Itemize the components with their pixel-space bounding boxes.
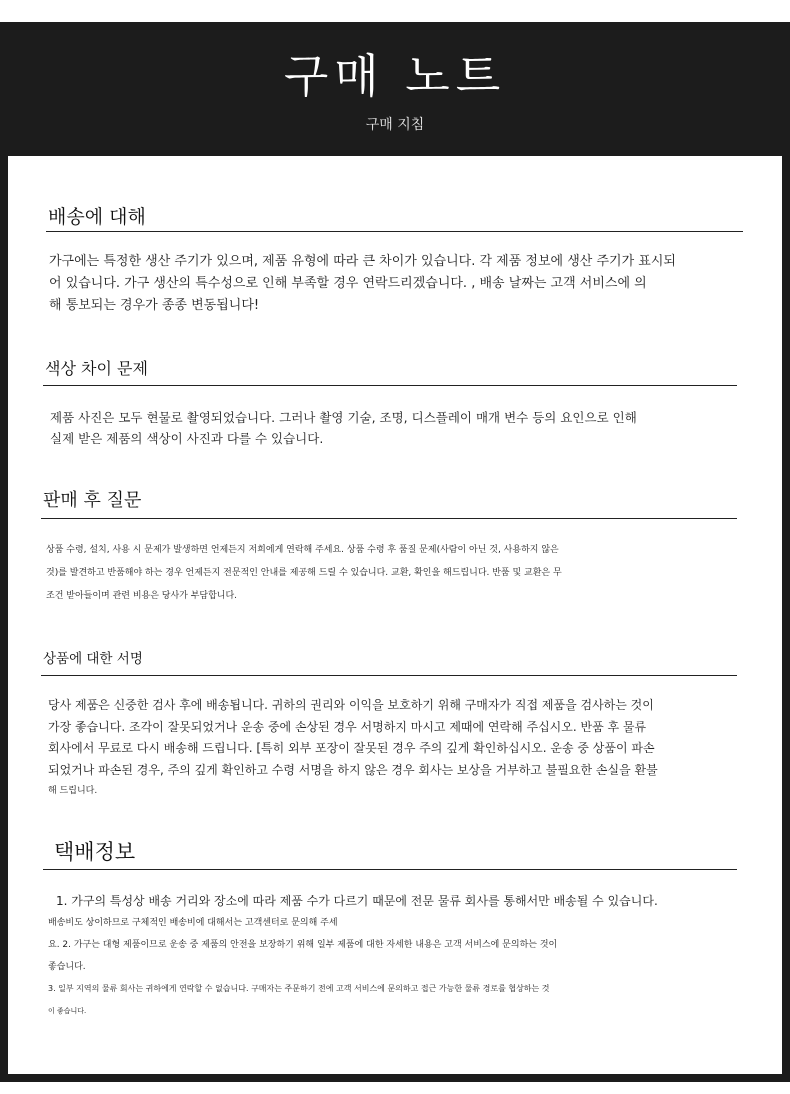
section-body	[50, 407, 637, 449]
body-line: 가장 좋습니다. 조각이 잘못되었거나 운송 중에 손상된 경우 서명하지 마시고 제때에 연락해 주십시오. 반품 후 물류	[48, 719, 647, 734]
body-line: 요. 2. 가구는 대형 제품이므로 운송 중 제품의 안전을 보장하기 위해 일부 제품에 대한 자세한 내용은 고객 서비스에 문의하는 것이	[48, 940, 558, 950]
body-line: 회사에서 무료로 다시 배송해 드립니다. [특히 외부 포장이 잘못된 경우 주의 깊게 확인하십시오. 운송 중 상품이 파손	[48, 741, 655, 755]
body-line: 조건 받아들이며 관련 비용은 당사가 부담합니다.	[46, 591, 238, 601]
body-line: 어 있습니다. 가구 생산의 특수성으로 인해 부족할 경우 연락드리겠습니다. , 배송 날짜는 고객 서비스에 의	[49, 276, 647, 291]
body-line: 해 드립니다.	[48, 786, 98, 796]
page-header	[0, 22, 790, 156]
body-line: 실제 받은 제품의 색상이 사진과 다를 수 있습니다.	[50, 431, 324, 446]
section-title: 상품에 대한 서명	[43, 651, 143, 667]
section-body	[48, 890, 658, 1022]
body-line: 1. 가구의 특성상 배송 거리와 장소에 따라 제품 수가 다르기 때문에 전문 물류 회사를 통해서만 배송될 수 있습니다.	[56, 894, 658, 908]
section-title: 택배정보	[54, 840, 136, 864]
section-divider	[43, 869, 737, 870]
section-body	[49, 251, 676, 317]
body-line: 가구에는 특정한 생산 주기가 있으며, 제품 유형에 따라 큰 차이가 있습니다. 각 제품 정보에 생산 주기가 표시되	[49, 254, 676, 269]
page-title: 구매 노트	[283, 49, 507, 103]
body-line: 3. 일부 지역의 물류 회사는 귀하에게 연락할 수 없습니다. 구매자는 주문하기 전에 고객 서비스에 문의하고 접근 가능한 물류 경로를 협상하는 것	[48, 984, 550, 993]
body-line: 당사 제품은 신중한 검사 후에 배송됩니다. 귀하의 권리와 이익을 보호하기 위해 구매자가 직접 제품을 검사하는 것이	[48, 698, 654, 712]
section-body	[48, 695, 658, 803]
section-divider	[41, 675, 737, 676]
section-body	[46, 539, 562, 608]
body-line: 좋습니다.	[48, 962, 86, 972]
section-divider	[43, 385, 737, 386]
body-line: 제품 사진은 모두 현물로 촬영되었습니다. 그러나 촬영 기술, 조명, 디스플레이 매개 변수 등의 요인으로 인해	[50, 410, 637, 425]
section-title: 판매 후 질문	[43, 490, 142, 511]
content-panel	[8, 156, 782, 1074]
body-line: 이 좋습니다.	[48, 1007, 87, 1015]
body-line: 것)를 발견하고 반품해야 하는 경우 언제든지 전문적인 안내를 제공해 드릴 수 있습니다. 교환, 확인을 해드립니다. 반품 및 교환은 무	[46, 568, 562, 578]
section-title: 색상 차이 문제	[45, 359, 148, 378]
section-title: 배송에 대해	[48, 206, 146, 228]
body-line: 배송비도 상이하므로 구체적인 배송비에 대해서는 고객센터로 문의해 주세	[48, 918, 338, 928]
section-divider	[41, 518, 737, 519]
body-line: 되었거나 파손된 경우, 주의 깊게 확인하고 수령 서명을 하지 않은 경우 회사는 보상을 거부하고 불필요한 손실을 환불	[48, 762, 658, 777]
page-subtitle: 구매 지침	[365, 117, 425, 133]
section-divider	[46, 231, 743, 232]
body-line: 상품 수령, 설치, 사용 시 문제가 발생하면 언제든지 저희에게 연락해 주세요. 상품 수령 후 품질 문제(사람이 아닌 것, 사용하지 않은	[46, 545, 559, 555]
body-line: 해 통보되는 경우가 종종 변동됩니다!	[49, 298, 260, 313]
